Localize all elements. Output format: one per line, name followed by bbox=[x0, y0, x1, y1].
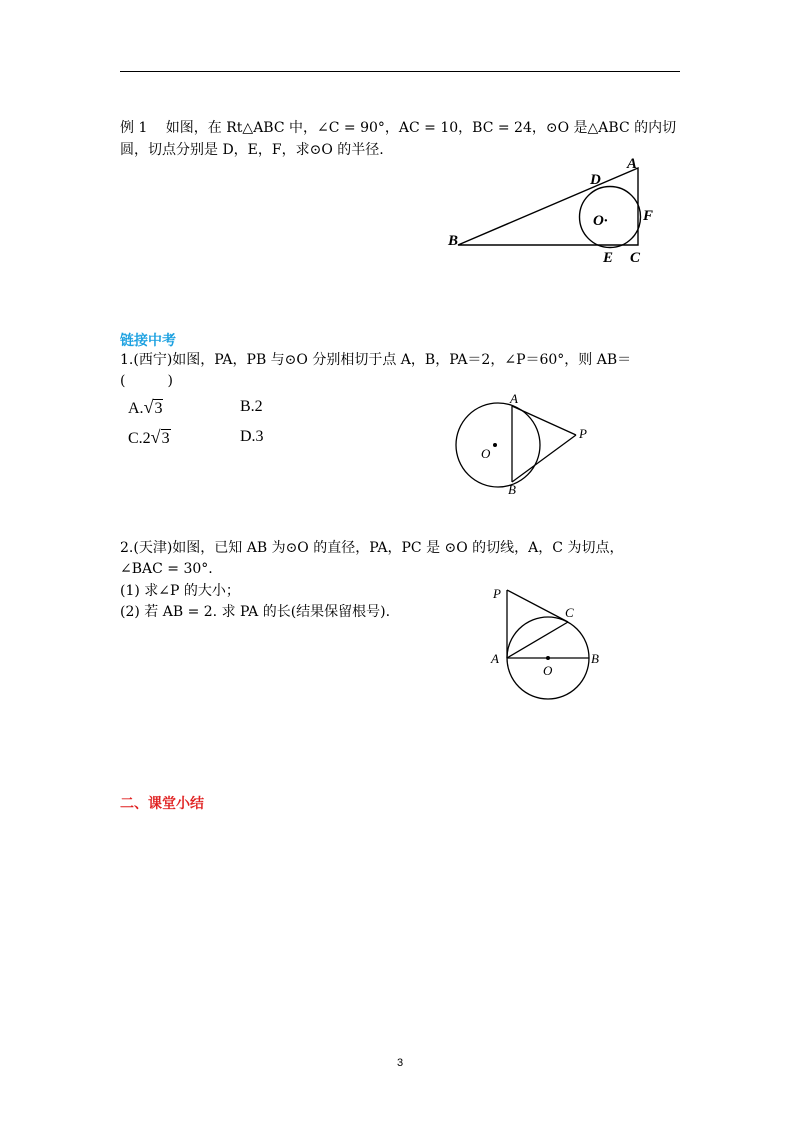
incircle-o bbox=[580, 187, 641, 248]
label-p: P bbox=[493, 586, 501, 601]
label-f: F bbox=[643, 208, 654, 224]
label-b: B bbox=[591, 651, 599, 666]
label-b: B bbox=[448, 233, 459, 249]
label-c: C bbox=[565, 605, 574, 620]
label-a: A bbox=[510, 391, 518, 406]
example1-figure bbox=[440, 152, 670, 267]
tangent-pb bbox=[512, 435, 576, 482]
q1-option-b: B.2 bbox=[240, 398, 263, 415]
label-a: A bbox=[491, 651, 499, 666]
page-number: 3 bbox=[396, 1057, 404, 1069]
triangle-abc bbox=[458, 168, 638, 245]
q2-line2: ∠BAC = 30°. bbox=[120, 561, 213, 577]
tangent-pc bbox=[507, 590, 568, 622]
summary-heading: 二、课堂小结 bbox=[120, 796, 204, 812]
chord-ac bbox=[507, 622, 568, 658]
q1-option-d: D.3 bbox=[240, 428, 264, 445]
q1-figure bbox=[448, 388, 608, 500]
sqrt-symbol: √ bbox=[150, 427, 161, 447]
q1-line2: ( ) bbox=[120, 373, 173, 389]
label-o: O· bbox=[593, 213, 608, 229]
label-a: A bbox=[627, 156, 638, 172]
q2-sub2: (2) 若 AB = 2. 求 PA 的长(结果保留根号). bbox=[120, 604, 391, 620]
label-p: P bbox=[579, 426, 587, 441]
label-e: E bbox=[603, 250, 614, 266]
option-c-radicand: 3 bbox=[161, 430, 170, 447]
tangent-pa bbox=[512, 406, 576, 435]
label-c: C bbox=[630, 250, 641, 266]
q2-figure bbox=[485, 580, 615, 710]
option-a-prefix: A. bbox=[128, 400, 144, 417]
label-o: O bbox=[481, 446, 491, 461]
circle-o bbox=[456, 403, 540, 487]
label-o: O bbox=[543, 663, 553, 678]
example1-line1: 例 1 如图，在 Rt△ABC 中，∠C = 90°，AC = 10，BC = 24，⊙O 是△ABC 的内切 bbox=[120, 120, 677, 136]
option-c-prefix: C.2 bbox=[128, 430, 151, 447]
label-d: D bbox=[590, 172, 601, 188]
center-dot bbox=[493, 443, 497, 447]
example1-line2: 圆，切点分别是 D，E，F，求⊙O 的半径. bbox=[120, 142, 384, 158]
option-a-radicand: 3 bbox=[154, 400, 163, 417]
q2-sub1: (1) 求∠P 的大小； bbox=[120, 583, 240, 599]
center-dot bbox=[546, 656, 550, 660]
q2-line1: 2.(天津)如图，已知 AB 为⊙O 的直径，PA，PC 是 ⊙O 的切线，A，C 为切点， bbox=[120, 540, 624, 556]
link-heading: 链接中考 bbox=[120, 333, 176, 349]
header-rule bbox=[120, 71, 680, 72]
sqrt-symbol: √ bbox=[143, 397, 154, 417]
label-b: B bbox=[508, 482, 516, 497]
q1-option-a bbox=[128, 397, 163, 419]
q1-line1: 1.(西宁)如图，PA，PB 与⊙O 分别相切于点 A，B，PA＝2，∠P＝60°，则 AB＝ bbox=[120, 352, 632, 368]
q1-option-c bbox=[128, 427, 171, 449]
